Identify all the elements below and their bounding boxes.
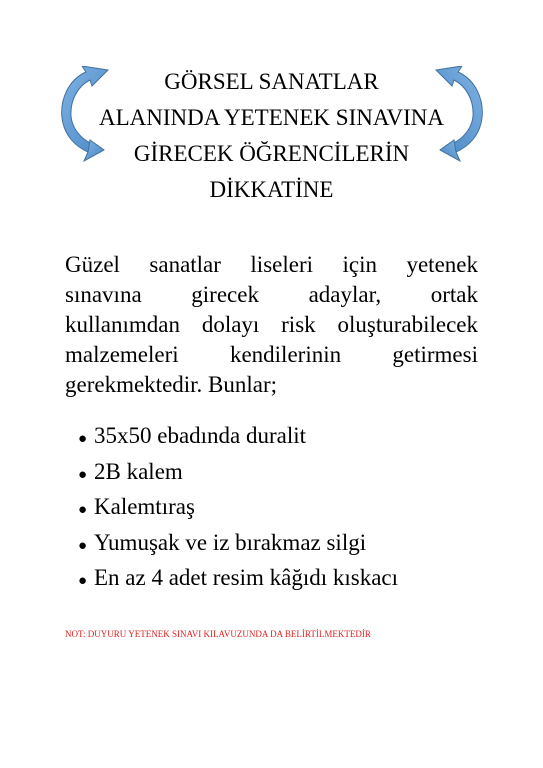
list-item-text: Yumuşak ve iz bırakmaz silgi [94,529,367,555]
body-line-5: gerekmektedir. Bunlar; [65,372,278,397]
title-line-2: ALANINDA YETENEK SINAVINA [99,105,444,130]
bullet-icon: ● [78,502,88,518]
list-item [78,456,398,492]
list-item-text: 2B kalem [94,458,183,484]
title-line-3: GİRECEK ÖĞRENCİLERİN [133,141,410,166]
bullet-icon: ● [78,466,88,483]
list-item [78,491,398,527]
list-item-text: 35x50 ebadında duralit [94,423,307,448]
body-line-3: kullanımdan dolayı risk oluşturabilecek [65,312,478,337]
curved-arrow-right-icon [426,66,486,162]
title-line-4: DİKKATİNE [209,177,334,202]
bullet-icon: ● [78,537,88,554]
bullet-icon: ● [78,573,88,589]
curved-arrow-left-icon [58,66,118,162]
list-item [78,527,398,563]
body-paragraph [65,250,478,400]
list-item-text: Kalemtıraş [94,494,195,519]
body-line-1: Güzel sanatlar liseleri için yetenek [65,252,478,277]
bullet-icon: ● [78,431,88,447]
body-line-2: sınavına girecek adaylar, ortak [65,282,478,307]
materials-list [78,420,398,598]
list-item-text: En az 4 adet resim kâğıdı kıskacı [94,565,399,590]
list-item [78,420,398,456]
note-text: NOT: DUYURU YETENEK SINAVI KILAVUZUNDA DA BELİRTİLMEKTEDİR [65,629,371,639]
body-line-4: malzemeleri kendilerinin getirmesi [65,342,478,367]
title-line-1: GÖRSEL SANATLAR [164,69,379,94]
list-item [78,562,398,598]
